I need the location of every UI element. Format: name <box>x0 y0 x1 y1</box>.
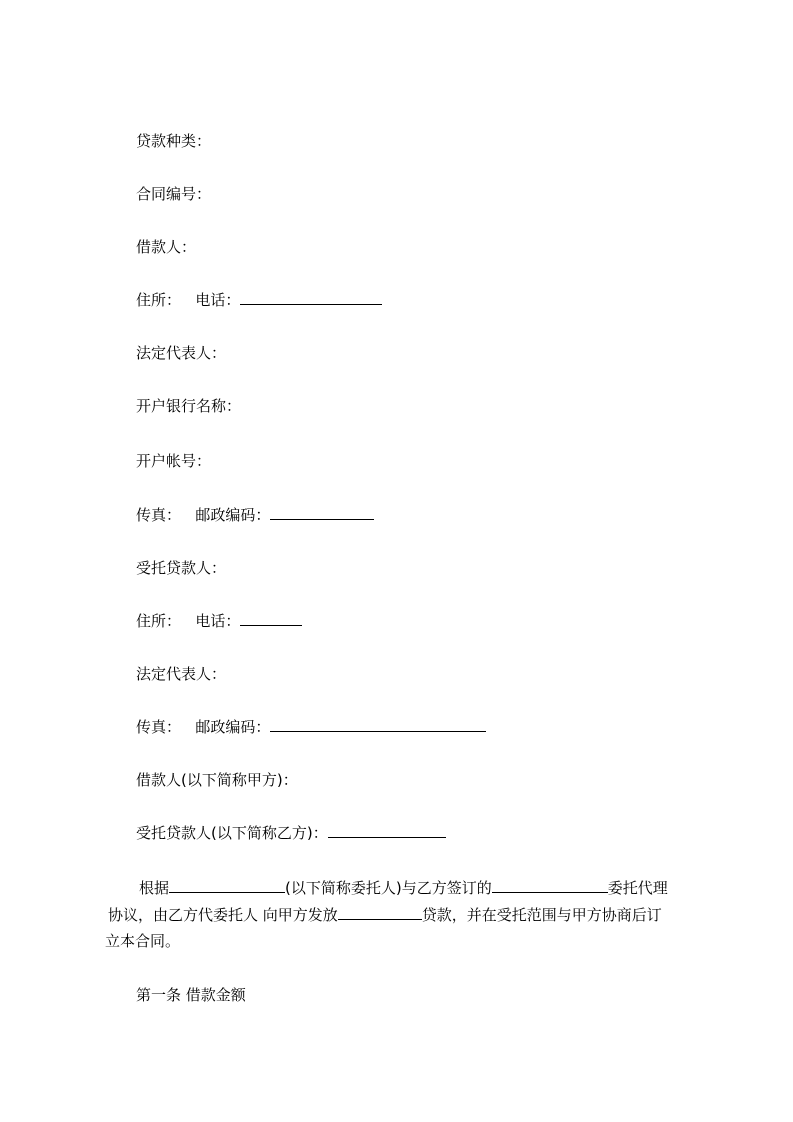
preamble-line-2 <box>105 902 715 929</box>
trustee-legal-rep-line <box>136 664 226 684</box>
trustee-fax-line <box>136 717 486 737</box>
borrower-legal-rep-label: 法定代表人： <box>136 344 227 362</box>
preamble-text-5: 贷款，并在受托范围与甲方协商后订 <box>421 905 662 924</box>
contract-no-line <box>136 184 211 204</box>
trustee-lender-label: 受托贷款人： <box>136 559 227 577</box>
preamble-text-1: 根据 <box>139 879 170 897</box>
trustee-phone-label: 电话： <box>195 612 241 630</box>
preamble-text-6: 立本合同。 <box>105 932 181 950</box>
borrower-postcode-blank <box>270 505 374 520</box>
loan-type-line <box>136 131 211 151</box>
preamble-text-4: 协议，由乙方代委托人 向甲方发放 <box>108 905 338 924</box>
bank-name-label: 开户银行名称： <box>136 397 242 415</box>
party-a-label: 借款人(以下简称甲方)： <box>136 771 298 789</box>
article-1-heading <box>136 985 246 1005</box>
borrower-address-line <box>136 290 382 310</box>
party-b-line <box>136 823 446 843</box>
agreement-blank <box>492 878 608 893</box>
trustee-postcode-blank <box>270 717 486 732</box>
preamble-text-3: 委托代理 <box>607 879 668 897</box>
preamble-line-3 <box>105 928 715 955</box>
borrower-address-label: 住所： <box>136 291 182 309</box>
account-no-label: 开户帐号： <box>136 452 212 470</box>
trustee-lender-line <box>136 558 226 578</box>
loan-amount-blank <box>338 905 422 920</box>
borrower-line <box>136 237 196 257</box>
borrower-phone-blank <box>240 290 382 305</box>
borrower-fax-label: 传真： <box>136 506 182 524</box>
trustee-phone-blank <box>240 611 302 626</box>
borrower-legal-rep-line <box>136 343 226 363</box>
article-1-title: 第一条 借款金额 <box>136 986 246 1004</box>
borrower-postcode-label: 邮政编码： <box>195 506 271 524</box>
party-b-blank <box>328 823 446 838</box>
preamble-line-1 <box>105 875 715 902</box>
loan-type-label: 贷款种类： <box>136 132 212 150</box>
trustee-address-line <box>136 611 302 631</box>
party-a-line <box>136 770 298 790</box>
preamble-text-2: (以下简称委托人)与乙方签订的 <box>285 879 492 897</box>
borrower-fax-line <box>136 505 374 525</box>
trustee-postcode-label: 邮政编码： <box>195 718 271 736</box>
trustee-legal-rep-label: 法定代表人： <box>136 665 227 683</box>
account-no-line <box>136 451 211 471</box>
bank-name-line <box>136 396 241 416</box>
borrower-label: 借款人： <box>136 238 197 256</box>
preamble-paragraph <box>105 875 715 955</box>
party-b-label: 受托贷款人(以下简称乙方)： <box>136 824 328 842</box>
borrower-phone-label: 电话： <box>195 291 241 309</box>
trustee-fax-label: 传真： <box>136 718 182 736</box>
contract-no-label: 合同编号： <box>136 185 212 203</box>
trustee-address-label: 住所： <box>136 612 182 630</box>
principal-blank <box>169 878 285 893</box>
